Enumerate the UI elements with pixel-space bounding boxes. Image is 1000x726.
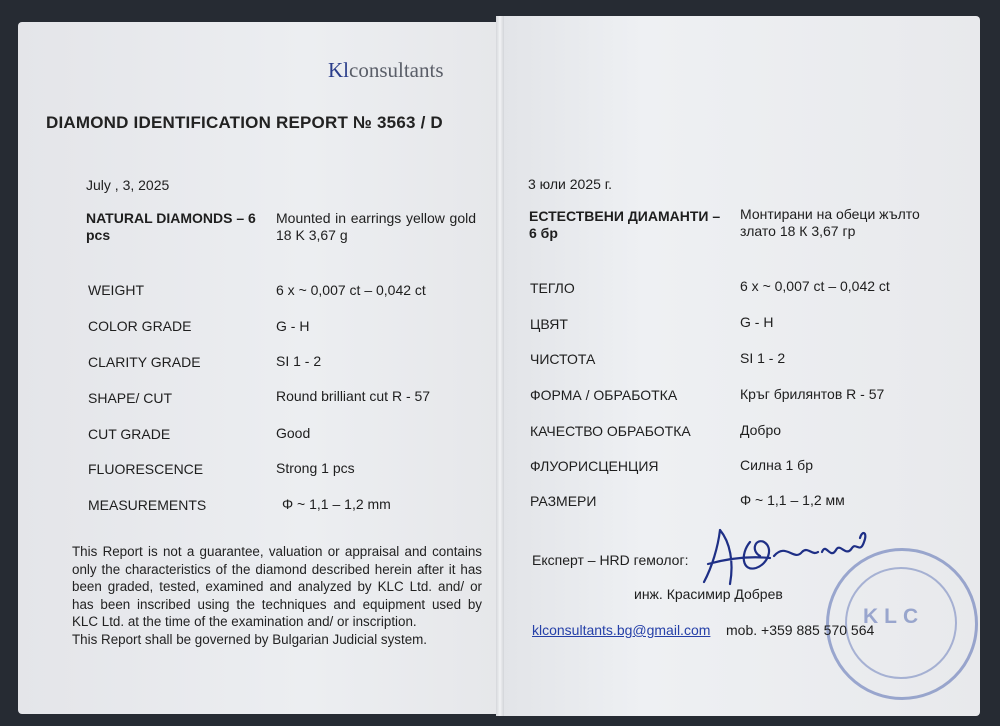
row-value-bg: 6 x ~ 0,007 ct – 0,042 ct — [740, 278, 890, 294]
row-value-en: Round brilliant cut R - 57 — [276, 388, 431, 404]
row-label-bg: ЧИСТОТА — [530, 351, 596, 367]
disclaimer-line: been graded, tested, examined and analyzed by KLC Ltd. and/ or — [72, 579, 482, 594]
item-value-bg: Монтирани на обеци жълто злато 18 К 3,67 гр — [740, 206, 920, 239]
disclaimer-line: This Report is not a guarantee, valuation or appraisal and contains — [72, 544, 482, 559]
page-fold — [496, 16, 504, 716]
row-label-bg: КАЧЕСТВО ОБРАБОТКА — [530, 423, 691, 439]
row-label-en: CUT GRADE — [88, 426, 171, 442]
row-value-bg: Силна 1 бр — [740, 457, 813, 473]
disclaimer-line: KLC Ltd. at the time of the examination and/ or inscription. — [72, 614, 417, 629]
disclaimer-line: has been inscribed using the techniques and equipment used by — [72, 596, 482, 612]
report-title: DIAMOND IDENTIFICATION REPORT № 3563 / D — [46, 113, 443, 132]
item-label-bg: ЕСТЕСТВЕНИ ДИАМАНТИ – 6 бр — [529, 208, 721, 241]
email-link[interactable]: klconsultants.bg@gmail.com — [532, 622, 711, 638]
date-bg: 3 юли 2025 г. — [528, 176, 613, 192]
row-label-en: MEASUREMENTS — [88, 497, 207, 513]
expert-label: Експерт – HRD гемолог: — [532, 552, 689, 568]
row-value-en: SI 1 - 2 — [276, 353, 322, 369]
row-label-bg: ФЛУОРИСЦЕНЦИЯ — [530, 458, 659, 474]
row-label-bg: ЦВЯТ — [530, 316, 568, 332]
row-value-bg: G - H — [740, 314, 774, 330]
row-value-en: Φ ~ 1,1 – 1,2 mm — [282, 496, 391, 512]
phone-number: mob. +359 885 570 564 — [726, 622, 875, 638]
expert-name: инж. Красимир Добрев — [634, 586, 783, 602]
row-label-bg: ФОРМА / ОБРАБОТКА — [530, 387, 678, 403]
row-label-en: WEIGHT — [88, 282, 144, 298]
item-label-en: NATURAL DIAMONDS – 6 pcs — [86, 210, 256, 243]
row-label-en: SHAPE/ CUT — [88, 390, 173, 406]
row-label-en: COLOR GRADE — [88, 318, 192, 334]
row-value-en: Strong 1 pcs — [276, 460, 355, 476]
item-value-en: Mounted in earrings yellow gold 18 K 3,67 g — [276, 210, 476, 243]
disclaimer-line: only the characteristics of the diamond described herein after it has — [72, 561, 482, 577]
disclaimer — [72, 543, 482, 648]
row-value-en: 6 x ~ 0,007 ct – 0,042 ct — [276, 282, 426, 298]
row-value-en: G - H — [276, 318, 310, 334]
row-label-en: CLARITY GRADE — [88, 354, 201, 370]
stamp-text: KLC — [863, 605, 925, 628]
row-value-bg: Кръг брилянтов R - 57 — [740, 386, 885, 402]
date-en: July , 3, 2025 — [86, 177, 170, 193]
row-value-bg: Φ ~ 1,1 – 1,2 мм — [740, 492, 845, 508]
row-label-en: FLUORESCENCE — [88, 461, 204, 477]
row-label-bg: ТЕГЛО — [530, 280, 575, 296]
row-value-bg: SI 1 - 2 — [740, 350, 786, 366]
signature — [690, 512, 890, 592]
row-value-en: Good — [276, 425, 311, 441]
row-value-bg: Добро — [740, 422, 782, 438]
disclaimer-line: This Report shall be governed by Bulgarian Judicial system. — [72, 631, 428, 647]
row-label-bg: РАЗМЕРИ — [530, 493, 597, 509]
company-logo: Klconsultants — [328, 58, 444, 82]
